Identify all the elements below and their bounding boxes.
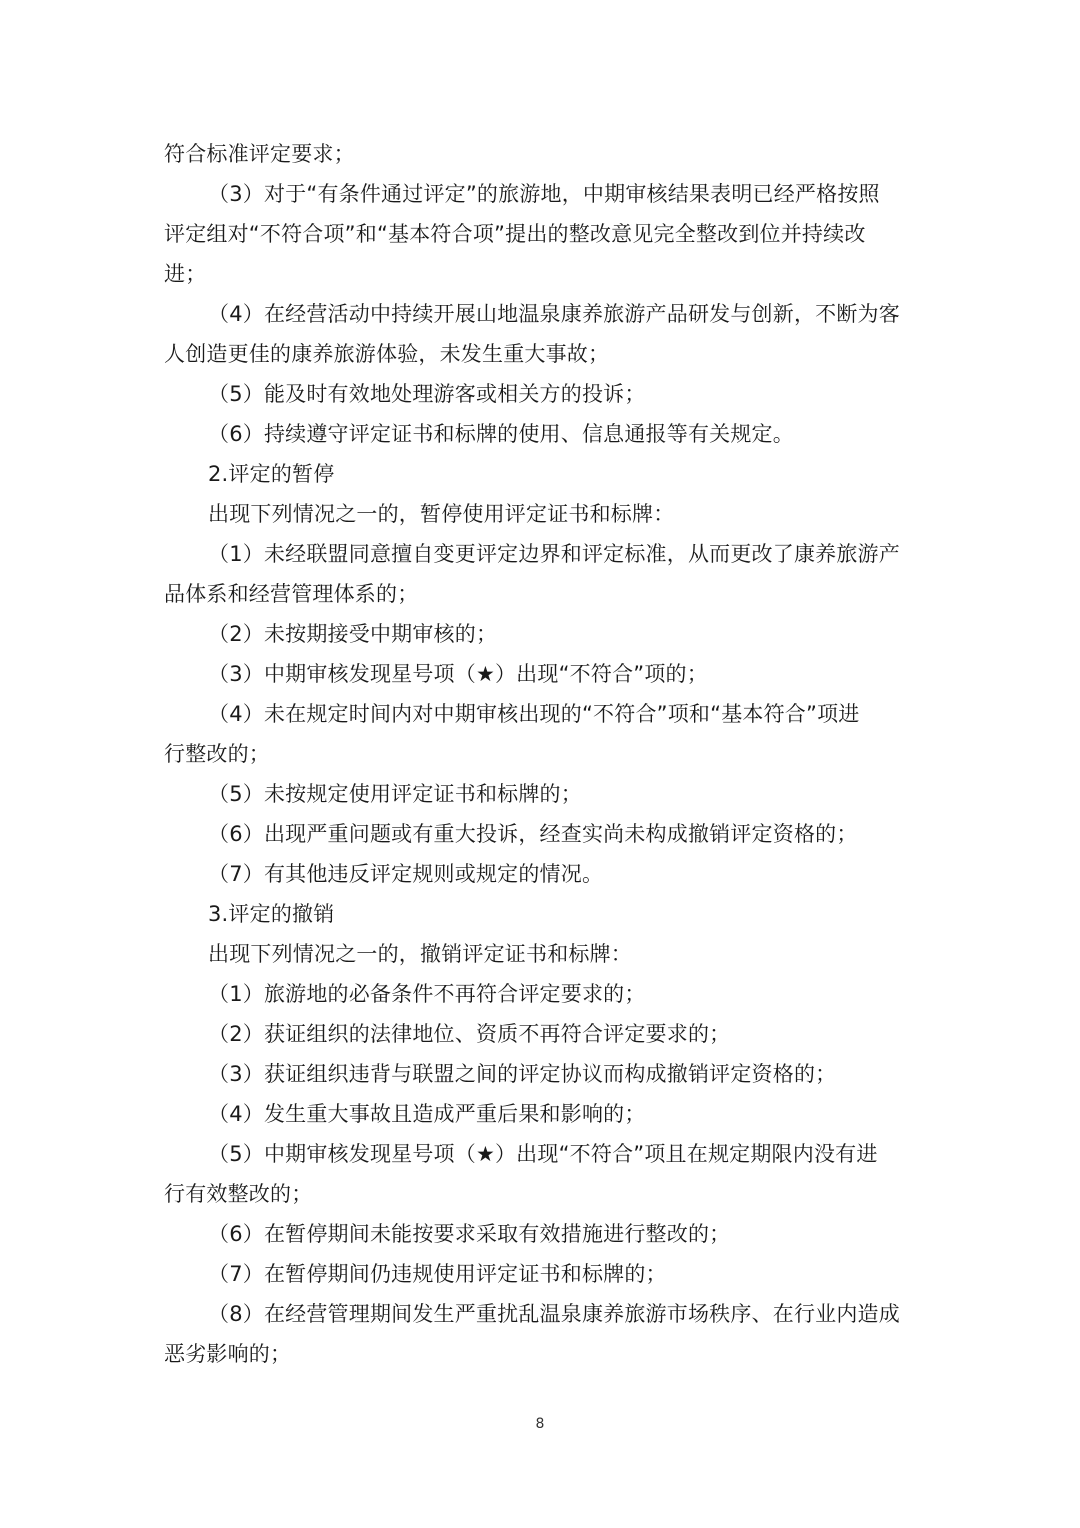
text-line: （5）未按规定使用评定证书和标牌的； bbox=[208, 782, 582, 806]
text-line: （2）获证组织的法律地位、资质不再符合评定要求的； bbox=[208, 1022, 731, 1046]
page-number: 8 bbox=[535, 1416, 545, 1432]
text-line: 评定组对“不符合项”和“基本符合项”提出的整改意见完全整改到位并持续改 bbox=[164, 222, 866, 246]
text-line: 品体系和经营管理体系的； bbox=[164, 582, 419, 606]
text-line: （6）在暂停期间未能按要求采取有效措施进行整改的； bbox=[208, 1222, 731, 1246]
section-heading: 2.评定的暂停 bbox=[208, 462, 335, 486]
text-line: （2）未按期接受中期审核的； bbox=[208, 622, 498, 646]
text-line: 出现下列情况之一的，撤销评定证书和标牌： bbox=[208, 942, 632, 966]
text-line: （4）在经营活动中持续开展山地温泉康养旅游产品研发与创新，不断为客 bbox=[208, 302, 900, 326]
section-heading: 3.评定的撤销 bbox=[208, 902, 335, 926]
text-line: 进； bbox=[164, 262, 207, 286]
text-line: 行有效整改的； bbox=[164, 1182, 313, 1206]
document-body bbox=[164, 134, 920, 1374]
text-line: （3）对于“有条件通过评定”的旅游地，中期审核结果表明已经严格按照 bbox=[208, 182, 880, 206]
text-line: （4）发生重大事故且造成严重后果和影响的； bbox=[208, 1102, 646, 1126]
text-line: （3）获证组织违背与联盟之间的评定协议而构成撤销评定资格的； bbox=[208, 1062, 837, 1086]
text-line: （7）有其他违反评定规则或规定的情况。 bbox=[208, 862, 604, 886]
text-line: （4）未在规定时间内对中期审核出现的“不符合”项和“基本符合”项进 bbox=[208, 702, 860, 726]
text-line: （1）旅游地的必备条件不再符合评定要求的； bbox=[208, 982, 646, 1006]
text-line: （6）出现严重问题或有重大投诉，经查实尚未构成撤销评定资格的； bbox=[208, 822, 858, 846]
text-line: （3）中期审核发现星号项（★）出现“不符合”项的； bbox=[208, 662, 708, 686]
text-line: （5）能及时有效地处理游客或相关方的投诉； bbox=[208, 382, 646, 406]
text-line: （5）中期审核发现星号项（★）出现“不符合”项且在规定期限内没有进 bbox=[208, 1142, 878, 1166]
text-line: （8）在经营管理期间发生严重扰乱温泉康养旅游市场秩序、在行业内造成 bbox=[208, 1302, 900, 1326]
text-line: （1）未经联盟同意擅自变更评定边界和评定标准，从而更改了康养旅游产 bbox=[208, 542, 900, 566]
text-line: 恶劣影响的； bbox=[164, 1342, 292, 1366]
text-line: （7）在暂停期间仍违规使用评定证书和标牌的； bbox=[208, 1262, 667, 1286]
text-line: （6）持续遵守评定证书和标牌的使用、信息通报等有关规定。 bbox=[208, 422, 794, 446]
text-line: 出现下列情况之一的，暂停使用评定证书和标牌： bbox=[208, 502, 675, 526]
text-line: 行整改的； bbox=[164, 742, 270, 766]
text-line: 符合标准评定要求； bbox=[164, 142, 355, 166]
text-line: 人创造更佳的康养旅游体验，未发生重大事故； bbox=[164, 342, 610, 366]
